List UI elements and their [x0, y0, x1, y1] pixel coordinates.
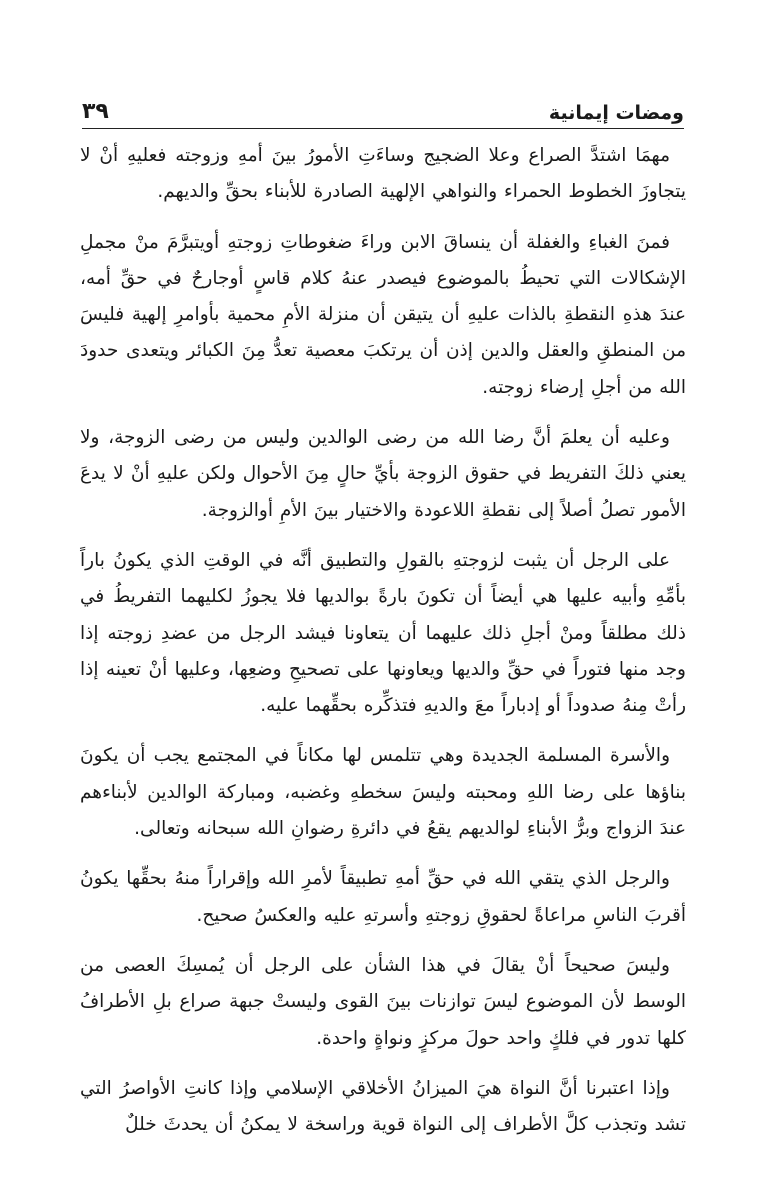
paragraph: وليسَ صحيحاً أنْ يقالَ في هذا الشأن على الرجل أن يُمسِكَ العصى من الوسط لأن الموضوع ليسَ توازنات بينَ القوى وليستْ جبهة صراع بلِ الأطرافُ كلها تدور في فلكٍ واحد حولَ مركزٍ ونواةٍ واحدة. — [80, 954, 686, 1049]
paragraph: فمنَ الغباءِ والغفلة أن ينساقَ الابن وراءَ ضغوطاتِ زوجتهِ أويتبرَّمَ منْ مجملِ الإشكالات التي تحيطُ بالموضوع فيصدر عنهُ كلام قاسٍ أوجارحٌ في حقِّ أمه، عندَ هذهِ النقطةِ بالذات عليهِ أن يتيقن أن منزلة الأمِ محمية بأوامرِ إلهية فليسَ من المنطقِ والعقل والدين إذن أن يرتكبَ معصية تعدُّ مِنَ الكبائر ويتعدى حدودَ الله من أجلِ إرضاء زوجته. — [80, 231, 686, 398]
running-title: ومضات إيمانية — [548, 102, 684, 124]
paragraph: والرجل الذي يتقي الله في حقِّ أمهِ تطبيقاً لأمرِ الله وإقراراً منهُ بحقِّها يكونُ أقربَ الناسِ مراعاةً لحقوقِ زوجتهِ وأسرتهِ عليه والعكسُ صحيح. — [80, 868, 686, 926]
page-number: ٣٩ — [82, 99, 109, 124]
paragraph: وإذا اعتبرنا أنَّ النواة هيَ الميزانُ الأخلاقي الإسلامي وإذا كانتِ الأواصرُ التي تشد وتجذب كلَّ الأطراف إلى النواة قوية وراسخة لا يمكنُ أن يحدثَ خللٌ — [80, 1077, 686, 1136]
paragraph: على الرجل أن يثبت لزوجتهِ بالقولِ والتطبيق أنَّه في الوقتِ الذي يكونُ باراً بأمِّهِ وأبيه عليها هي أيضاً أن تكونَ بارةً بوالديها فلا يجوزُ لكليهما التفريطُ في ذلك مطلقاً ومنْ أجلِ ذلك عليهما أن يتعاونا فيشد الرجل من عضدِ زوجته إذا وجد منها فتوراً في حقِّ والديها ويعاونها على تصحيحِ وضعِها، وعليها أنْ تعينه إذا رأتْ مِنهُ صدوداً أو إدباراً معَ والديهِ فتذكِّره بحقِّهما عليه. — [80, 549, 686, 717]
body-text — [80, 138, 686, 1157]
page-header — [82, 88, 684, 129]
paragraph: والأسرة المسلمة الجديدة وهي تتلمس لها مكاناً في المجتمع يجب أن يكونَ بناؤها على رضا اللهِ ومحبته وليسَ سخطهِ وغضبه، ومباركة الوالدين لأبناءهم عندَ الزواج وبرُّ الأبناءِ لوالديهم يقعُ في دائرةِ رضوانِ الله سبحانه وتعالى. — [80, 745, 686, 840]
paragraph: مهمَا اشتدَّ الصراع وعلا الضجيج وساءَتِ الأمورُ بينَ أمهِ وزوجته فعليهِ أنْ لا يتجاوزَ الخطوط الحمراء والنواهي الإلهية الصادرة للأبناء بحقِّ والديهم. — [80, 145, 686, 203]
paragraph: وعليه أن يعلمَ أنَّ رضا الله من رضى الوالدين وليس من رضى الزوجة، ولا يعني ذلكَ التفريط في حقوق الزوجة بأيِّ حالٍ مِنَ الأحوال ولكن عليهِ أنْ لا يدعَ الأمور تصلُ أصلاً إلى نقطةِ اللاعودة والاختيار بينَ الأمِ أوالزوجة. — [80, 427, 686, 521]
